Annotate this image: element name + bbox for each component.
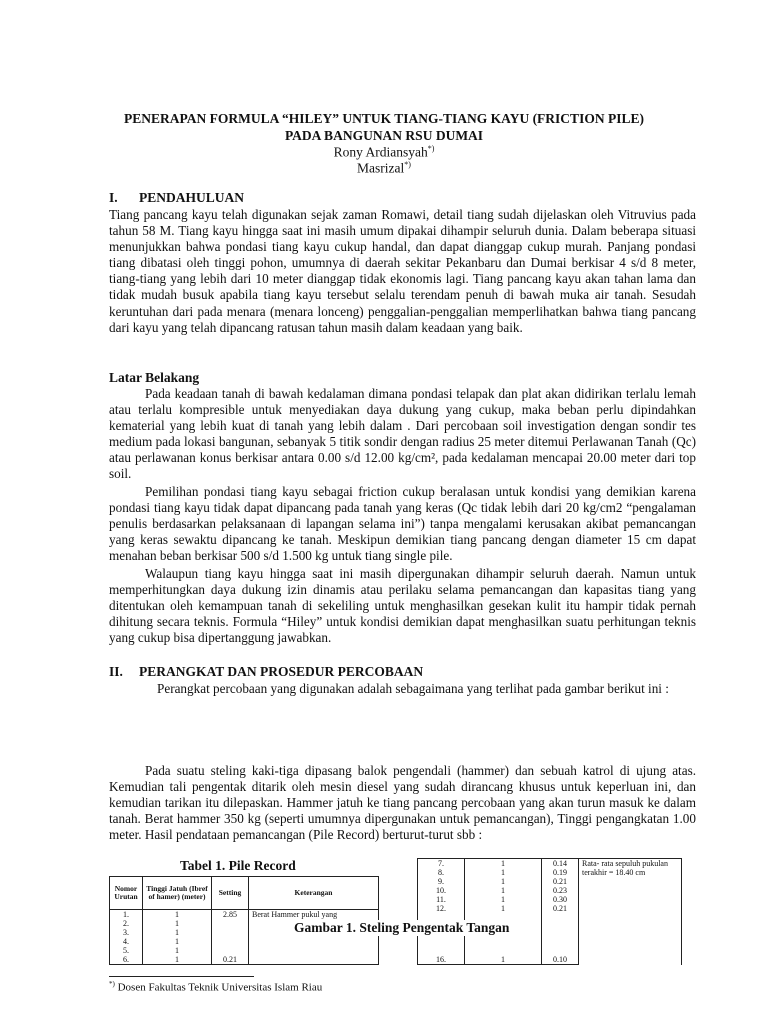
section-heading-1 [109, 190, 244, 206]
table-caption: Tabel 1. Pile Record [180, 858, 296, 873]
cell-no: 10. [418, 886, 465, 895]
cell-no: 2. [110, 919, 143, 928]
header-nomor: Nomor Urutan [110, 877, 143, 910]
section-title: PENDAHULUAN [139, 190, 245, 205]
cell-no: 1. [110, 910, 143, 920]
cell-no: 16. [418, 955, 465, 965]
section-heading-2 [109, 664, 423, 680]
cell-keterangan [249, 946, 379, 955]
cell-tinggi: 1 [465, 955, 542, 965]
cell-setting [212, 919, 249, 928]
subsection-heading: Latar Belakang [109, 370, 200, 385]
cell-no: 9. [418, 877, 465, 886]
cell-note: Rata- rata sepuluh pukulan terakhir = 18.40 cm [579, 859, 682, 965]
cell-tinggi: 1 [465, 868, 542, 877]
author-name: Masrizal [357, 160, 405, 176]
table-row [110, 946, 379, 955]
cell-setting [542, 913, 579, 955]
section-number: II. [109, 664, 123, 679]
cell-setting: 0.23 [542, 886, 579, 895]
cell-setting: 0.19 [542, 868, 579, 877]
cell-tinggi: 1 [465, 904, 542, 913]
author-mark: *) [404, 160, 411, 169]
cell-no: 5. [110, 946, 143, 955]
section-title: PERANGKAT DAN PROSEDUR PERCOBAAN [139, 664, 424, 679]
table-row [110, 910, 379, 920]
cell-no: 4. [110, 937, 143, 946]
footnote-text: Dosen Fakultas Teknik Universitas Islam Riau [114, 981, 323, 994]
cell-no: 6. [110, 955, 143, 965]
cell-setting [212, 937, 249, 946]
cell-tinggi: 1 [143, 919, 212, 928]
footnote-divider [109, 976, 254, 977]
title-line-1: PENERAPAN FORMULA “HILEY” UNTUK TIANG-TIANG KAYU (FRICTION PILE) [124, 111, 644, 126]
cell-tinggi: 1 [465, 877, 542, 886]
table-row [110, 937, 379, 946]
footnote-mark: *) [109, 980, 115, 988]
equipment-paragraph: Perangkat percobaan yang digunakan adalah sebagaimana yang terlihat pada gambar berikut ini : [157, 681, 669, 696]
cell-setting: 0.21 [212, 955, 249, 965]
cell-setting [212, 946, 249, 955]
header-tinggi: Tinggi Jatuh (Ibref of hamer) (meter) [143, 877, 212, 910]
cell-keterangan [249, 955, 379, 965]
footnote [109, 980, 322, 994]
cell-tinggi: 1 [143, 946, 212, 955]
cell-no: 8. [418, 868, 465, 877]
author-name: Rony Ardiansyah [333, 144, 428, 160]
cell-tinggi: 1 [143, 910, 212, 920]
title-line-2: PADA BANGUNAN RSU DUMAI [284, 128, 484, 143]
author-1 [90, 144, 678, 161]
cell-setting: 2.85 [212, 910, 249, 920]
cell-no: 11. [418, 895, 465, 904]
cell-keterangan [249, 937, 379, 946]
section-number: I. [109, 190, 118, 205]
cell-no: 3. [110, 928, 143, 937]
author-mark: *) [427, 144, 435, 153]
cell-setting [212, 928, 249, 937]
table-row [418, 859, 682, 869]
cell-tinggi: 1 [465, 859, 542, 869]
intro-paragraph: Tiang pancang kayu telah digunakan sejak zaman Romawi, detail tiang sudah dijelaskan oleh Vitruvius pada tahun 58 M. Tiang kayu hingga saat ini masih umum dipakai dihampir seluruh dunia. Dalam beberapa situasi menunjukkan bahwa pondasi tiang kayu cukup handal, dan dapat dianggap cukup murah. Panjang pondasi tiang dibatasi oleh tinggi pohon, umumnya di daerah sekitar Pekanbaru dan Dumai berkisar 4 s/d 8 meter, tiang-tiang yang lebih dari 10 meter dianggap tidak ekonomis lagi. Tiang pancang kayu akan tahan lama dan tidak mudah busuk apabila tiang kayu tersebut selalu terendam penuh di bawah muka air tanah. Sesudah keruntuhan dari pada menara (menara lonceng) penggalian-penggalian memperlihatkan bahwa tiang pancang dari kayu yang telah dipancang ratusan tahun masih dalam keadaan yang baik. [109, 207, 696, 335]
paper-title [90, 110, 678, 144]
cell-setting: 0.14 [542, 859, 579, 869]
cell-tinggi: 1 [465, 886, 542, 895]
cell-setting: 0.21 [542, 904, 579, 913]
cell-tinggi: 1 [465, 895, 542, 904]
cell-no: 7. [418, 859, 465, 869]
cell-tinggi: 1 [143, 928, 212, 937]
cell-tinggi: 1 [143, 955, 212, 965]
figure-caption: Gambar 1. Steling Pengentak Tangan [294, 920, 510, 935]
background-paragraph-3: Walaupun tiang kayu hingga saat ini masih dipergunakan dihampir seluruh daerah. Namun untuk memperhitungkan daya dukung izin dinamis atau perilaku selama pemancangan dan kapasitas tiang yang ditentukan oleh kemampuan tanah di sekeliling untuk menghasilkan gesekan kulit itu hampir tidak pernah dihitung secara teknis. Formula “Hiley” untuk kondisi demikian dapat menghasilkan suatu perhitungan teknis yang cukup bisa dipertanggung jawabkan. [109, 566, 696, 646]
pile-record-table-continued [417, 858, 682, 965]
cell-tinggi: 1 [143, 937, 212, 946]
background-paragraph-1: Pada keadaan tanah di bawah kedalaman dimana pondasi telapak dan plat akan didirikan terlalu lemah atau terlalu kompresible untuk menyediakan daya dukung yang cukup, maka beban perlu dipindahkan kematerial yang lebih kuat di tanah yang lebih dalam . Dari percobaan soil investigation dengan sondir tes medium pada lokasi bangunan, sebanyak 5 titik sondir dengan radius 25 meter ditemui Perlawanan Tanah (Qc) atau perlawanan konus berkisar antara 0.00 s/d 12.00 kg/cm², pada kedalaman mencapai 20.00 meter dari top soil. [109, 386, 696, 482]
cell-no: 12. [418, 904, 465, 913]
author-2 [90, 160, 678, 177]
cell-keterangan: Berat Hammer pukul yang [249, 910, 379, 920]
background-paragraph-2: Pemilihan pondasi tiang kayu sebagai friction cukup beralasan untuk kondisi yang demikian karena pondasi tiang kayu tidak dapat dipancang pada tanah yang keras (Qc tidak lebih dari 20 kg/cm2 “pengalaman penulis berdasarkan pelaksanaan di lapangan selama ini”) tanpa mengalami kerusakan akibat pemancangan yang keras sewaktu dipancang ke tanah. Meskipun demikian tiang pancang dengan diameter 15 cm dapat menahan beban berkisar 500 s/d 1.500 kg untuk tiang single pile. [109, 484, 696, 564]
header-setting: Setting [212, 877, 249, 910]
table-row [110, 955, 379, 965]
cell-setting: 0.10 [542, 955, 579, 965]
cell-setting: 0.21 [542, 877, 579, 886]
table-header-row [110, 877, 379, 910]
header-keterangan: Keterangan [249, 877, 379, 910]
procedure-paragraph: Pada suatu steling kaki-tiga dipasang balok pengendali (hammer) dan sebuah katrol di ujung atas. Kemudian tali pengentak ditarik oleh mesin diesel yang sudah dirancang khusus untuk keperluan ini, dan kemudian tarikan itu dilepaskan. Hammer jatuh ke tiang pancang percobaan yang akan turun masuk ke dalam tanah. Berat hammer 350 kg (seperti umumnya dipergunakan untuk pemancangan), Tinggi pengangkatan 1.00 meter. Hasil pendataan pemancangan (Pile Record) berturut-turut sbb : [109, 763, 696, 843]
cell-setting: 0.30 [542, 895, 579, 904]
